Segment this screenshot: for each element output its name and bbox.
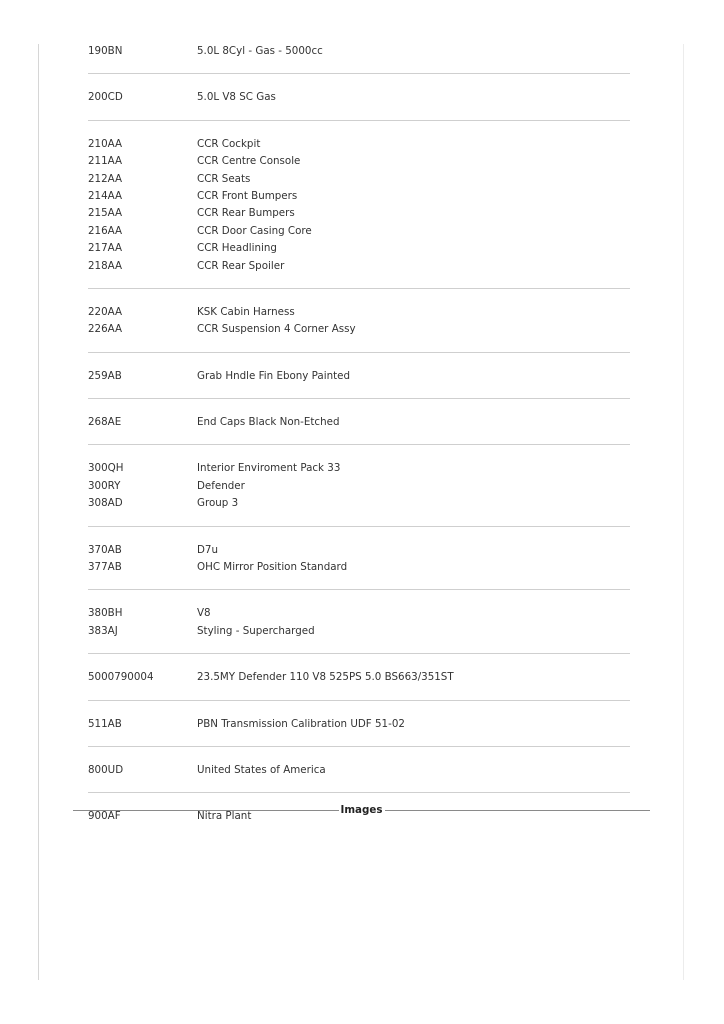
option-description: Nitra Plant [197,810,252,823]
option-code: 211AA [88,155,123,168]
option-row [88,89,630,106]
option-row [88,478,630,495]
option-code: 300QH [88,462,124,475]
option-group [88,353,630,399]
images-section-title: Images [340,804,383,816]
option-description: PBN Transmission Calibration UDF 51-02 [197,717,405,730]
option-code: 214AA [88,189,123,202]
option-description: Grab Hndle Fin Ebony Painted [197,369,351,382]
option-code: 511AB [88,717,122,730]
option-group [88,590,630,654]
option-description: End Caps Black Non-Etched [197,416,340,429]
option-description: Styling - Supercharged [197,624,315,637]
option-code: 370AB [88,543,122,556]
option-row [88,171,630,188]
option-description: CCR Seats [197,172,251,185]
page-right-border [683,44,684,980]
option-group [88,121,630,289]
option-row [88,623,630,640]
option-description: D7u [197,543,219,556]
option-row [88,460,630,477]
option-row [88,304,630,321]
option-description: OHC Mirror Position Standard [197,561,348,574]
option-code: 300RY [88,479,121,492]
option-description: CCR Rear Spoiler [197,259,285,272]
images-section-header [73,802,650,818]
option-code-list [88,43,630,839]
option-code: 800UD [88,763,124,776]
option-description: 23.5MY Defender 110 V8 525PS 5.0 BS663/351ST [197,671,454,684]
option-row [88,258,630,275]
option-group [88,43,630,74]
option-row [88,205,630,222]
option-row [88,321,630,338]
option-code: 200CD [88,91,123,104]
option-group [88,289,630,353]
option-description: Interior Enviroment Pack 33 [197,462,341,475]
option-row [88,716,630,733]
option-group [88,74,630,120]
option-code: 210AA [88,137,123,150]
option-code: 900AF [88,810,121,823]
option-row [88,559,630,576]
option-row [88,605,630,622]
option-code: 268AE [88,416,122,429]
option-row [88,240,630,257]
option-row [88,762,630,779]
page-left-border [38,44,39,980]
option-row [88,188,630,205]
option-group [88,747,630,793]
option-code: 383AJ [88,624,118,637]
option-code: 308AD [88,497,123,510]
option-group [88,445,630,526]
option-code: 215AA [88,207,123,220]
option-row [88,495,630,512]
option-group [88,399,630,445]
option-description: CCR Rear Bumpers [197,207,295,220]
option-code: 212AA [88,172,123,185]
option-code: 218AA [88,259,123,272]
option-code: 226AA [88,323,123,336]
option-row [88,223,630,240]
option-row [88,136,630,153]
option-description: United States of America [197,763,326,776]
option-group [88,654,630,700]
option-row [88,669,630,686]
option-code: 220AA [88,305,123,318]
option-description: CCR Headlining [197,242,277,255]
images-rule-left [73,810,339,811]
option-code: 216AA [88,224,123,237]
option-code: 217AA [88,242,123,255]
option-group [88,527,630,591]
option-description: 5.0L V8 SC Gas [197,91,276,104]
option-description: 5.0L 8Cyl - Gas - 5000cc [197,45,323,57]
option-description: CCR Door Casing Core [197,224,312,237]
option-description: Defender [197,479,245,492]
option-description: KSK Cabin Harness [197,305,295,318]
option-code: 380BH [88,607,123,620]
option-description: CCR Front Bumpers [197,189,298,202]
option-description: CCR Suspension 4 Corner Assy [197,323,356,336]
option-row [88,368,630,385]
option-description: Group 3 [197,497,239,510]
option-code: 190BN [88,45,123,57]
option-code: 377AB [88,561,122,574]
option-code: 5000790004 [88,671,154,684]
option-row [88,153,630,170]
images-rule-right [385,810,651,811]
option-code: 259AB [88,369,122,382]
option-row [88,43,630,60]
option-row [88,414,630,431]
option-description: CCR Cockpit [197,137,261,150]
option-group [88,701,630,747]
option-description: V8 [197,607,211,620]
option-row [88,542,630,559]
option-description: CCR Centre Console [197,155,301,168]
